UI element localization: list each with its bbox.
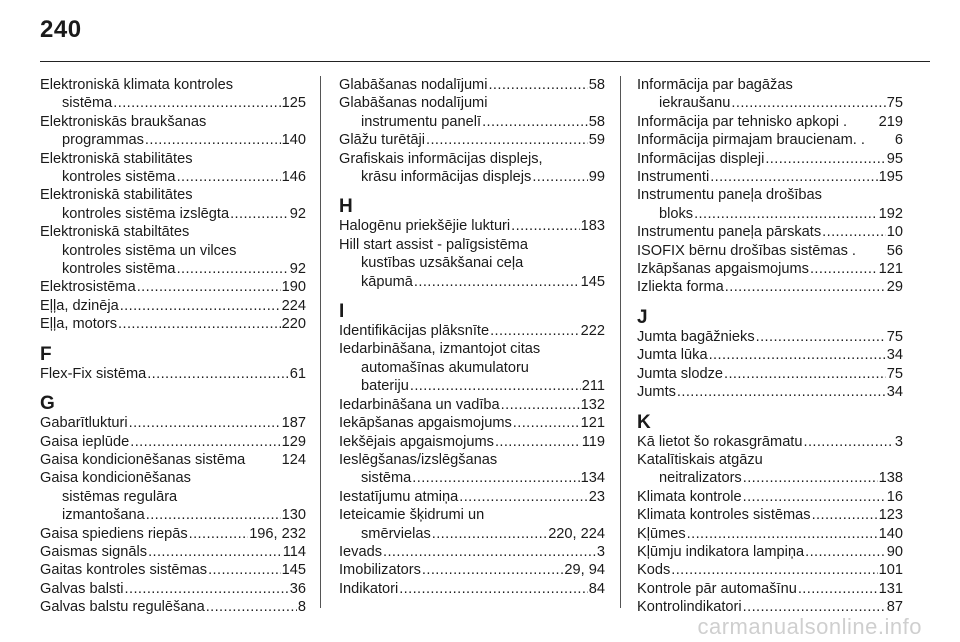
index-entry xyxy=(339,217,605,235)
index-entry xyxy=(40,433,306,451)
index-page-ref[interactable]: 192 xyxy=(878,205,903,222)
index-entry-text: Izliekta forma xyxy=(637,279,724,296)
leader-dots xyxy=(426,131,588,149)
index-page-ref[interactable]: 61 xyxy=(289,365,306,382)
index-entry-text: Gabarītlukturi xyxy=(40,415,128,432)
index-entry-text: Katalītiskais atgāzu xyxy=(637,451,763,468)
index-entry-text: kontroles sistēma xyxy=(62,261,176,278)
leader-dots xyxy=(677,383,886,401)
leader-dots xyxy=(725,278,886,296)
index-entry xyxy=(339,396,605,414)
leader-dots xyxy=(118,315,281,333)
index-entry xyxy=(637,561,903,579)
index-entry-text: Indikatori xyxy=(339,580,399,597)
leader-dots xyxy=(511,217,579,235)
index-entry-text: Eļļa, motors xyxy=(40,316,118,333)
index-entry-text: Ieslēgšanas/izslēgšanas xyxy=(339,451,498,468)
index-entry-text: Elektroniskā klimata kontroles xyxy=(40,77,234,93)
index-page-ref[interactable]: 58 xyxy=(588,113,605,130)
leader-dots xyxy=(208,561,281,579)
leader-dots xyxy=(177,260,289,278)
index-entry-text: neitralizators xyxy=(659,470,742,487)
index-page-ref[interactable]: 29, 94 xyxy=(564,562,605,579)
index-entry xyxy=(339,451,605,488)
index-entry-text: Iedarbināšana un vadība xyxy=(339,396,500,413)
index-entry xyxy=(637,525,903,543)
leader-dots xyxy=(488,76,587,94)
leader-dots xyxy=(206,598,297,616)
index-entry xyxy=(637,365,903,383)
header-rule xyxy=(40,61,930,62)
index-entry-text: Kontrole pār automašīnu xyxy=(637,580,797,597)
index-entry-text: Grafiskais informācijas displejs, xyxy=(339,150,543,167)
index-page-ref[interactable]: 6 xyxy=(894,132,903,149)
index-entry-text: kontroles sistēma izslēgta xyxy=(62,205,230,222)
index-entry xyxy=(339,150,605,187)
leader-dots xyxy=(399,580,588,598)
index-entry-text: Gaisa spiediens riepās xyxy=(40,525,188,542)
index-entry-text: Informācija pirmajam braucienam. . xyxy=(637,132,865,149)
index-entry xyxy=(339,488,605,506)
index-page-ref[interactable]: 59 xyxy=(588,132,605,149)
index-entry-text: krāsu informācijas displejs xyxy=(361,169,532,186)
index-entry-text: Gaismas signāls xyxy=(40,543,148,560)
index-entry xyxy=(40,561,306,579)
leader-dots xyxy=(125,580,289,598)
index-entry-text: iekraušanu xyxy=(659,95,731,112)
index-entry-text: Iekāpšanas apgaismojums xyxy=(339,415,512,432)
index-page-ref[interactable]: 3 xyxy=(894,433,903,450)
index-page-ref[interactable]: 121 xyxy=(878,261,903,278)
index-entry-text: Jumta bagāžnieks xyxy=(637,328,755,345)
index-entry-text: programmas xyxy=(62,132,144,149)
index-page-ref[interactable]: 75 xyxy=(886,95,903,112)
index-page-ref[interactable]: 129 xyxy=(281,433,306,450)
index-entry-text: Halogēnu priekšējie lukturi xyxy=(339,218,511,235)
index-entry-text: Ieteicamie šķidrumi un xyxy=(339,507,485,524)
index-entry-text: Elektroniskā stabiltātes xyxy=(40,224,190,241)
leader-dots xyxy=(230,205,289,223)
index-entry-text: Kā lietot šo rokasgrāmatu xyxy=(637,433,803,450)
index-page-ref[interactable]: 196, 232 xyxy=(249,525,306,542)
leader-dots xyxy=(495,433,581,451)
index-entry xyxy=(637,506,903,524)
index-page-ref[interactable]: 16 xyxy=(886,488,903,505)
leader-dots xyxy=(490,322,580,340)
leader-dots xyxy=(145,131,281,149)
leader-dots xyxy=(724,365,886,383)
index-entry xyxy=(637,451,903,488)
index-entry-text: Jumta slodze xyxy=(637,365,723,382)
index-letter-heading: K xyxy=(637,411,651,433)
index-page-ref[interactable]: 8 xyxy=(297,599,306,616)
leader-dots xyxy=(412,469,579,487)
index-entry xyxy=(40,223,306,278)
index-page-ref[interactable]: 131 xyxy=(878,580,903,597)
index-entry xyxy=(339,94,605,131)
index-page-ref[interactable]: 187 xyxy=(281,415,306,432)
leader-dots xyxy=(812,506,878,524)
leader-dots xyxy=(671,561,877,579)
leader-dots xyxy=(694,205,878,223)
index-entry-text: Iekšējais apgaismojums xyxy=(339,433,494,450)
index-entry-text: automašīnas akumulatoru xyxy=(361,359,529,376)
index-entry-text: ISOFIX bērnu drošības sistēmas . xyxy=(637,242,856,259)
leader-dots xyxy=(756,328,886,346)
index-page-ref[interactable]: 130 xyxy=(281,507,306,524)
index-entry-text: Gaisa kondicionēšanas xyxy=(40,470,191,487)
index-entry-text: Glabāšanas nodalījumi xyxy=(339,95,488,112)
index-entry-text: sistēma xyxy=(62,95,113,112)
index-entry-text: Informācija par bagāžas xyxy=(637,77,793,93)
index-entry xyxy=(339,433,605,451)
index-entry xyxy=(40,150,306,187)
index-entry xyxy=(339,76,605,94)
index-entry-text: Jumts xyxy=(637,384,676,401)
index-page-ref[interactable]: 90 xyxy=(886,543,903,560)
index-page-ref[interactable]: 114 xyxy=(282,543,306,560)
index-entry xyxy=(40,469,306,524)
index-entry-text: bloks xyxy=(659,205,694,222)
index-page-ref[interactable]: 92 xyxy=(289,261,306,278)
index-entry-text: Klimata kontrole xyxy=(637,488,742,505)
page-number: 240 xyxy=(40,16,82,43)
index-page-ref[interactable]: 211 xyxy=(581,378,605,395)
index-page-ref[interactable]: 222 xyxy=(580,323,605,340)
index-page-ref[interactable]: 219 xyxy=(878,113,903,130)
index-entry xyxy=(637,150,903,168)
index-page-ref[interactable]: 140 xyxy=(281,132,306,149)
column-divider xyxy=(320,76,321,608)
index-entry xyxy=(637,580,903,598)
index-entry-text: Jumta lūka xyxy=(637,347,708,364)
index-entry-text: Identifikācijas plāksnīte xyxy=(339,323,490,340)
index-entry xyxy=(339,236,605,291)
index-entry-text: sistēmas regulāra xyxy=(62,488,178,505)
leader-dots xyxy=(513,414,580,432)
index-letter-heading: J xyxy=(637,306,648,328)
index-page-ref[interactable]: 132 xyxy=(580,396,605,413)
index-entry-text: Elektroniskās braukšanas xyxy=(40,113,207,130)
index-entry-text: Instrumentu paneļa drošības xyxy=(637,187,822,204)
index-entry xyxy=(40,315,306,333)
index-entry xyxy=(339,543,605,561)
index-entry-text: bateriju xyxy=(361,378,409,395)
leader-dots xyxy=(120,297,281,315)
index-entry xyxy=(637,168,903,186)
index-entry-text: Informācija par tehnisko apkopi . xyxy=(637,113,848,130)
column-divider xyxy=(620,76,621,608)
leader-dots xyxy=(803,433,893,451)
index-entry xyxy=(339,414,605,432)
watermark: carmanualsonline.info xyxy=(697,614,922,639)
index-page-ref[interactable]: 34 xyxy=(886,384,903,401)
index-entry-text: kontroles sistēma un vilces xyxy=(62,242,237,259)
leader-dots xyxy=(822,223,886,241)
index-entry xyxy=(637,76,903,113)
leader-dots xyxy=(113,94,280,112)
index-entry-text: izmantošana xyxy=(62,507,145,524)
index-entry xyxy=(637,383,903,401)
index-page-ref[interactable]: 125 xyxy=(281,95,306,112)
index-entry-text: Gaisa ieplūde xyxy=(40,433,130,450)
leader-dots xyxy=(422,561,564,579)
leader-dots xyxy=(810,260,878,278)
index-page-ref[interactable]: 87 xyxy=(886,599,903,616)
index-letter-heading: I xyxy=(339,301,345,323)
index-entry xyxy=(637,242,903,260)
index-entry-text: Elektrosistēma xyxy=(40,279,136,296)
leader-dots xyxy=(798,580,878,598)
index-entry xyxy=(40,113,306,150)
index-entry-text: Informācijas displeji xyxy=(637,150,765,167)
index-page-ref[interactable]: 195 xyxy=(878,169,903,186)
leader-dots xyxy=(743,469,878,487)
index-page-ref[interactable]: 101 xyxy=(878,562,903,579)
index-entry xyxy=(637,543,903,561)
index-entry xyxy=(40,451,306,469)
index-entry xyxy=(40,297,306,315)
index-column-2 xyxy=(339,76,605,598)
index-entry xyxy=(339,506,605,543)
leader-dots xyxy=(765,150,885,168)
index-entry xyxy=(339,561,605,579)
index-page-ref[interactable]: 34 xyxy=(886,347,903,364)
index-entry xyxy=(637,131,903,149)
index-entry-text: Kods xyxy=(637,562,671,579)
index-page-ref[interactable]: 146 xyxy=(281,169,306,186)
leader-dots xyxy=(482,113,588,131)
index-page-ref[interactable]: 183 xyxy=(580,218,605,235)
index-entry xyxy=(637,260,903,278)
leader-dots xyxy=(129,414,281,432)
index-page-ref[interactable]: 124 xyxy=(281,451,306,468)
index-page-ref[interactable]: 123 xyxy=(878,507,903,524)
index-entry-text: Hill start assist - palīgsistēma xyxy=(339,236,528,253)
index-entry-text: Eļļa, dzinēja xyxy=(40,297,119,314)
index-page-ref[interactable]: 29 xyxy=(886,279,903,296)
index-entry-text: Galvas balsti xyxy=(40,580,124,597)
index-entry-text: Kļūmju indikatora lampiņa xyxy=(637,543,805,560)
index-entry xyxy=(637,223,903,241)
index-entry-text: Instrumentu paneļa pārskats xyxy=(637,224,822,241)
leader-dots xyxy=(459,488,588,506)
index-entry-text: kontroles sistēma xyxy=(62,169,176,186)
index-letter-heading: H xyxy=(339,196,353,218)
index-page-ref[interactable]: 23 xyxy=(588,488,605,505)
index-entry-text: instrumentu panelī xyxy=(361,113,482,130)
index-page-ref[interactable]: 3 xyxy=(596,543,605,560)
index-entry-text: sistēma xyxy=(361,470,412,487)
index-entry-text: smērvielas xyxy=(361,525,431,542)
leader-dots xyxy=(501,396,580,414)
index-entry-text: Iestatījumu atmiņa xyxy=(339,488,459,505)
index-page-ref[interactable]: 145 xyxy=(281,562,306,579)
index-page-ref[interactable]: 99 xyxy=(588,169,605,186)
leader-dots xyxy=(137,278,281,296)
index-page-ref[interactable]: 119 xyxy=(581,433,605,450)
index-entry xyxy=(40,278,306,296)
index-entry-text: Klimata kontroles sistēmas xyxy=(637,507,811,524)
index-page-ref[interactable]: 220 xyxy=(281,316,306,333)
index-page-ref[interactable]: 224 xyxy=(281,297,306,314)
index-page-ref[interactable]: 58 xyxy=(588,77,605,93)
leader-dots xyxy=(177,168,281,186)
index-page-ref[interactable]: 138 xyxy=(878,470,903,487)
index-entry xyxy=(339,322,605,340)
index-entry xyxy=(339,131,605,149)
index-entry-text: Gaisa kondicionēšanas sistēma xyxy=(40,451,246,468)
leader-dots xyxy=(148,543,282,561)
index-entry-text: Izkāpšanas apgaismojums xyxy=(637,261,809,278)
index-entry xyxy=(637,433,903,451)
index-entry xyxy=(40,525,306,543)
index-entry xyxy=(40,580,306,598)
index-entry xyxy=(40,543,306,561)
index-page-ref[interactable]: 10 xyxy=(886,224,903,241)
index-entry xyxy=(637,278,903,296)
index-column-3 xyxy=(637,76,903,617)
index-entry xyxy=(637,328,903,346)
leader-dots xyxy=(687,525,878,543)
index-entry xyxy=(40,365,306,383)
leader-dots xyxy=(731,94,885,112)
index-page-ref[interactable]: 145 xyxy=(580,273,605,290)
leader-dots xyxy=(146,506,281,524)
index-letter-heading: F xyxy=(40,343,52,365)
leader-dots xyxy=(743,488,886,506)
leader-dots xyxy=(805,543,886,561)
leader-dots xyxy=(709,346,886,364)
index-page-ref[interactable]: 56 xyxy=(886,242,903,259)
index-entry-text: Elektroniskā stabilitātes xyxy=(40,187,193,204)
index-entry-text: Galvas balstu regulēšana xyxy=(40,599,205,616)
index-entry xyxy=(40,598,306,616)
index-entry-text: Ievads xyxy=(339,543,382,560)
index-entry xyxy=(637,186,903,223)
leader-dots xyxy=(130,433,280,451)
leader-dots xyxy=(147,365,289,383)
index-entry xyxy=(637,488,903,506)
index-page-ref[interactable]: 134 xyxy=(580,470,605,487)
leader-dots xyxy=(710,168,877,186)
index-entry xyxy=(40,186,306,223)
index-entry-text: kāpumā xyxy=(361,273,413,290)
leader-dots xyxy=(414,273,580,291)
index-page-ref[interactable]: 75 xyxy=(886,328,903,345)
index-entry-text: Glāžu turētāji xyxy=(339,132,425,149)
index-entry xyxy=(40,76,306,113)
index-page-ref[interactable]: 75 xyxy=(886,365,903,382)
index-entry-text: Iedarbināšana, izmantojot citas xyxy=(339,341,541,358)
leader-dots xyxy=(432,525,547,543)
index-entry-text: Flex-Fix sistēma xyxy=(40,365,147,382)
index-entry xyxy=(637,346,903,364)
index-page-ref[interactable]: 92 xyxy=(289,205,306,222)
index-entry xyxy=(339,580,605,598)
leader-dots xyxy=(410,377,581,395)
index-entry-text: Instrumenti xyxy=(637,169,710,186)
index-entry-text: kustības uzsākšanai ceļa xyxy=(361,255,524,272)
index-entry-text: Glabāšanas nodalījumi xyxy=(339,77,488,93)
index-page-ref[interactable]: 121 xyxy=(580,415,605,432)
leader-dots xyxy=(189,525,249,543)
leader-dots xyxy=(383,543,596,561)
index-entry-text: Kontrolindikatori xyxy=(637,599,742,616)
index-entry xyxy=(339,340,605,395)
index-page-ref[interactable]: 190 xyxy=(281,279,306,296)
index-letter-heading: G xyxy=(40,393,55,415)
index-entry-text: Gaitas kontroles sistēmas xyxy=(40,562,208,579)
index-entry xyxy=(637,113,903,131)
index-page-ref[interactable]: 95 xyxy=(886,150,903,167)
leader-dots xyxy=(532,168,587,186)
index-entry xyxy=(40,414,306,432)
index-page-ref[interactable]: 220, 224 xyxy=(548,525,605,542)
index-entry-text: Elektroniskā stabilitātes xyxy=(40,150,193,167)
index-entry-text: Imobilizators xyxy=(339,562,421,579)
index-page-ref[interactable]: 36 xyxy=(289,580,306,597)
index-entry-text: Kļūmes xyxy=(637,525,686,542)
index-page-ref[interactable]: 140 xyxy=(878,525,903,542)
index-page-ref[interactable]: 84 xyxy=(588,580,605,597)
index-column-1 xyxy=(40,76,306,617)
